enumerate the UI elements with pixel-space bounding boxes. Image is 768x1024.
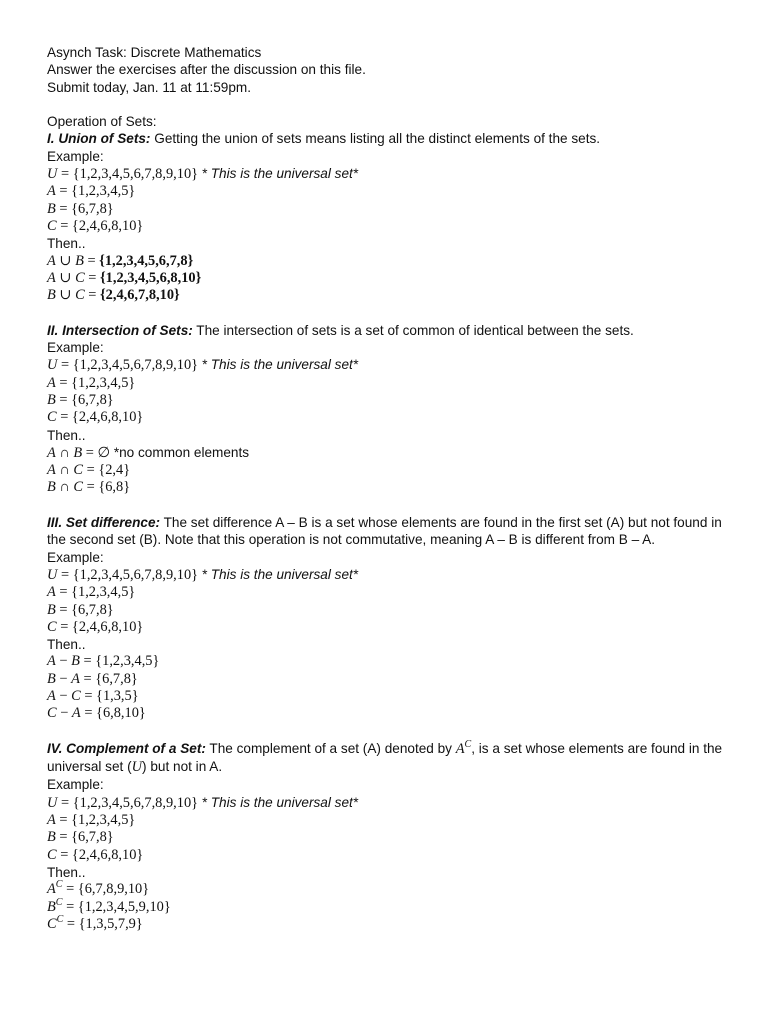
b-complement-value: {1,2,3,4,5,9,10} [77,898,171,915]
set-b-value: {6,7,8} [71,200,114,217]
union-title: I. Union of Sets: [47,131,151,147]
set-c-value: {2,4,6,8,10} [71,618,144,635]
universal-note: * This is the universal set* [201,794,359,810]
set-c: C = {2,4,6,8,10} [47,217,144,234]
difference-title: III. Set difference: [47,515,161,531]
a-union-b-value: {1,2,3,4,5,6,7,8} [99,252,194,269]
example-label: Example: [47,340,104,356]
set-u-value: {1,2,3,4,5,6,7,8,9,10} [72,357,199,374]
set-b-value: {6,7,8} [71,829,114,846]
c-complement: $C^C = \{1,3,5,7,9\}$ [47,914,143,932]
set-a: A = {1,2,3,4,5} [47,183,136,200]
a-union-c: A ∪ C = {1,2,3,4,5,6,8,10} [47,269,202,286]
a-union-c-value: {1,2,3,4,5,6,8,10} [99,269,202,286]
a-intersect-c-value: {2,4} [98,462,131,479]
set-c: C = {2,4,6,8,10} [47,846,144,863]
then-label: Then.. [47,864,86,880]
spacer [47,304,737,321]
spacer [47,723,737,740]
then-label: Then.. [47,637,86,653]
set-a-value: {1,2,3,4,5} [71,183,136,200]
set-b: B = {6,7,8} [47,391,114,408]
a-intersect-b: A ∩ B = ∅ *no common elements [47,444,250,461]
set-a-value: {1,2,3,4,5} [71,584,136,601]
header-line-2: Answer the exercises after the discussion on this file. [47,62,366,78]
set-a-value: {1,2,3,4,5} [71,812,136,829]
universal-set: U = {1,2,3,4,5,6,7,8,9,10} * This is the universal set* [47,566,359,583]
a-complement: $A^C = \{6,7,8,9,10\}$ [47,879,150,898]
a-minus-b-value: {1,2,3,4,5} [95,653,160,670]
b-complement: $B^C = \{1,2,3,4,5,9,10\}$ [47,896,171,915]
union-description: Getting the union of sets means listing all the distinct elements of the sets. [150,131,601,147]
then-label: Then.. [47,427,86,443]
set-u-value: {1,2,3,4,5,6,7,8,9,10} [72,166,199,183]
b-intersect-c-value: {6,8} [98,479,131,496]
a-minus-b: A − B = {1,2,3,4,5} [47,653,160,670]
universal-note: * This is the universal set* [201,166,359,182]
b-intersect-c: B ∩ C = {6,8} [47,479,131,496]
universal-set: U = {1,2,3,4,5,6,7,8,9,10} * This is the universal set* [47,794,359,811]
complement-heading [47,740,737,777]
universal-set: U = {1,2,3,4,5,6,7,8,9,10} * This is the universal set* [47,357,359,374]
set-c-value: {2,4,6,8,10} [71,217,144,234]
set-a: A = {1,2,3,4,5} [47,374,136,391]
complement-description-3: ) but not in A. [142,759,223,775]
c-minus-a-value: {6,8,10} [96,705,146,722]
set-b: B = {6,7,8} [47,200,114,217]
universal-note: * This is the universal set* [201,566,359,582]
universal-note: * This is the universal set* [201,357,359,373]
difference-heading [47,514,737,549]
set-c-value: {2,4,6,8,10} [71,846,144,863]
complement-description-2: , is a set whose elements are found in the universal set ( [47,740,723,775]
set-b: B = {6,7,8} [47,601,114,618]
set-a-value: {1,2,3,4,5} [71,374,136,391]
b-minus-a-value: {6,7,8} [95,670,138,687]
a-complement-symbol: $A^C$ [455,739,472,757]
document-body [47,44,737,933]
set-c: C = {2,4,6,8,10} [47,409,144,426]
a-minus-c: A − C = {1,3,5} [47,687,139,704]
spacer [47,96,737,113]
set-b-value: {6,7,8} [71,391,114,408]
then-label: Then.. [47,236,86,252]
a-union-b: A ∪ B = {1,2,3,4,5,6,7,8} [47,252,194,269]
intro-heading: Operation of Sets: [47,114,157,130]
example-label: Example: [47,148,104,164]
universal-symbol: U [131,759,143,776]
set-a: A = {1,2,3,4,5} [47,812,136,829]
set-b: B = {6,7,8} [47,829,114,846]
set-c-value: {2,4,6,8,10} [71,409,144,426]
set-u-value: {1,2,3,4,5,6,7,8,9,10} [72,794,199,811]
difference-description: The set difference A – B is a set whose elements are found in the first set (A) but not found in the second set (B). Note that this operation is not commutative, meaning A – B is different from B – A. [47,515,722,548]
union-heading [47,130,737,147]
a-intersect-b-value: ∅ [97,444,111,461]
intersection-description: The intersection of sets is a set of common of identical between the sets. [192,322,634,338]
c-complement-value: {1,3,5,7,9} [78,915,143,932]
b-union-c-value: {2,4,6,7,8,10} [99,287,180,304]
b-minus-a: B − A = {6,7,8} [47,670,138,687]
example-label: Example: [47,777,104,793]
no-common-note: *no common elements [110,444,250,460]
a-intersect-c: A ∩ C = {2,4} [47,462,131,479]
header-line-3: Submit today, Jan. 11 at 11:59pm. [47,79,252,95]
set-b-value: {6,7,8} [71,601,114,618]
spacer [47,497,737,514]
example-label: Example: [47,549,104,565]
c-minus-a: C − A = {6,8,10} [47,705,146,722]
intersection-heading [47,322,737,339]
complement-title: IV. Complement of a Set: [47,740,206,756]
intersection-title: II. Intersection of Sets: [47,322,193,338]
b-union-c: B ∪ C = {2,4,6,7,8,10} [47,287,180,304]
set-a: A = {1,2,3,4,5} [47,584,136,601]
set-c: C = {2,4,6,8,10} [47,618,144,635]
complement-description-1: The complement of a set (A) denoted by [205,740,456,756]
universal-set: U = {1,2,3,4,5,6,7,8,9,10} * This is the universal set* [47,166,359,183]
a-minus-c-value: {1,3,5} [96,687,139,704]
a-complement-value: {6,7,8,9,10} [77,881,150,898]
set-u-value: {1,2,3,4,5,6,7,8,9,10} [72,566,199,583]
header-line-1: Asynch Task: Discrete Mathematics [47,45,262,60]
